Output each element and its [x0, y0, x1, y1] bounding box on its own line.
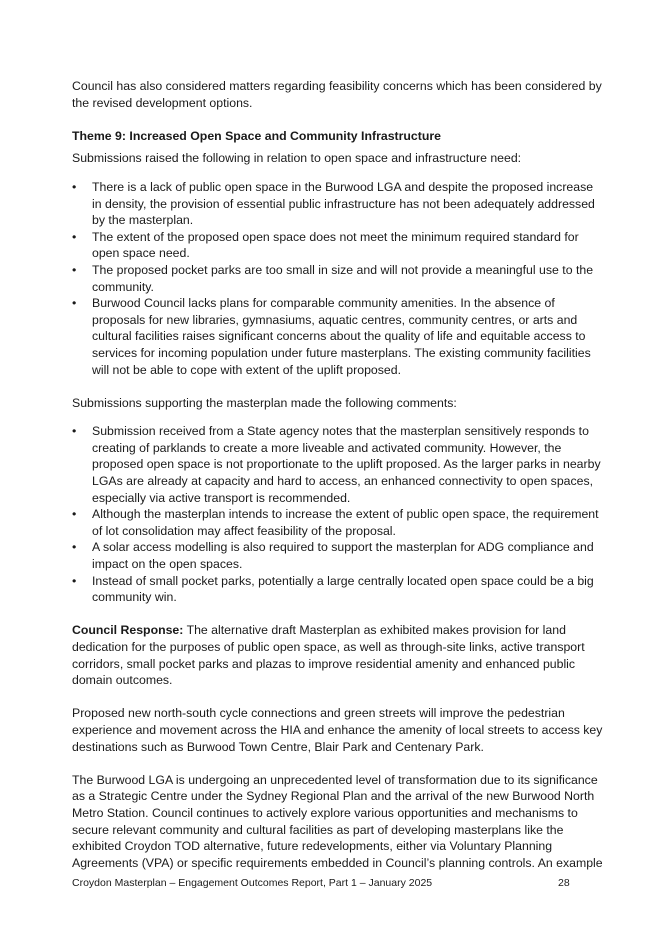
council-response-text: The alternative draft Masterplan as exhibited makes provision for land dedication for the purposes of public open space, as well as through-site links, active transport corridors, small pocket parks and plazas to improve residential amenity and enhanced public domain outcomes. — [72, 623, 585, 688]
list-item-text: Although the masterplan intends to increase the extent of public open space, the requirement of lot consolidation may affect feasibility of the proposal. — [92, 507, 599, 538]
page-footer — [72, 876, 572, 890]
council-response-label: Council Response: — [72, 623, 184, 638]
list-item — [72, 539, 604, 572]
list-item-text: There is a lack of public open space in the Burwood LGA and despite the proposed increase in density, the provision of essential public infrastructure has not been adequately addressed by the masterplan. — [92, 179, 595, 228]
list-item — [72, 423, 604, 506]
cycle-connections-paragraph: Proposed new north-south cycle connections and green streets will improve the pedestrian experience and movement across the HIA and enhance the amenity of local streets to access key destinations such as Burwood Town Centre, Blair Park and Centenary Park. — [72, 706, 603, 754]
transformation-paragraph: The Burwood LGA is undergoing an unprecedented level of transformation due to its significance as a Strategic Centre under the Sydney Regional Plan and the arrival of the new Burwood North Metro Station. Council continues to actively explore various opportunities and mechanisms to secure relevant community and cultural facilities as part of developing masterplans like the exhibited Croydon TOD alternative, future redevelopments, either via Voluntary Planning Agreements (VPA) or specific requirements embedded in Council’s planning controls. An example — [72, 772, 603, 870]
list-item — [72, 262, 604, 295]
bullet-marker: • — [72, 424, 77, 439]
intro-paragraph: Council has also considered matters regarding feasibility concerns which has been considered by the revised development options. — [72, 79, 602, 110]
bullet-marker: • — [72, 507, 77, 522]
list-item — [72, 573, 604, 606]
footer-title: Croydon Masterplan – Engagement Outcomes Report, Part 1 – January 2025 — [72, 877, 433, 889]
bullet-marker: • — [72, 179, 77, 194]
list-item-text: Burwood Council lacks plans for comparable community amenities. In the absence of proposals for new libraries, gymnasiums, aquatic centres, community centres, or arts and cultural facilities raises significant concerns about the quality of life and equitable access to services for incoming population under future masterplans. The existing community facilities will not be able to cope with extent of the uplift proposed. — [92, 296, 591, 377]
list-item-text: A solar access modelling is also required to support the masterplan for ADG compliance and impact on the open spaces. — [92, 540, 594, 572]
list-item-text: The extent of the proposed open space does not meet the minimum required standard for open space need. — [92, 229, 579, 261]
bullet-marker: • — [72, 229, 77, 244]
concerns-list — [72, 179, 604, 378]
bullet-marker: • — [72, 573, 77, 588]
bullet-marker: • — [72, 262, 77, 277]
list-item — [72, 179, 604, 229]
council-response-paragraph — [72, 622, 604, 688]
support-list — [72, 423, 604, 606]
list-item-text: Instead of small pocket parks, potentially a large centrally located open space could be a big community win. — [92, 573, 594, 605]
bullet-marker: • — [72, 540, 77, 555]
support-intro: Submissions supporting the masterplan made the following comments: — [72, 395, 457, 410]
list-item — [72, 506, 604, 539]
theme-intro: Submissions raised the following in relation to open space and infrastructure need: — [72, 151, 522, 166]
theme-heading: Theme 9: Increased Open Space and Community Infrastructure — [72, 128, 442, 143]
list-item — [72, 229, 604, 262]
list-item-text: Submission received from a State agency notes that the masterplan sensitively responds to creating of parklands to create a more liveable and activated community. However, the proposed open space is not proportionate to the uplift proposed. As the larger parks in nearby LGAs are already at capacity and hard to access, an enhanced connectivity to open spaces, especially via active transport is recommended. — [92, 424, 601, 505]
bullet-marker: • — [72, 296, 77, 311]
page-number: 28 — [558, 877, 570, 889]
list-item — [72, 295, 604, 378]
page-content — [72, 78, 604, 888]
list-item-text: The proposed pocket parks are too small in size and will not provide a meaningful use to the community. — [92, 262, 594, 294]
